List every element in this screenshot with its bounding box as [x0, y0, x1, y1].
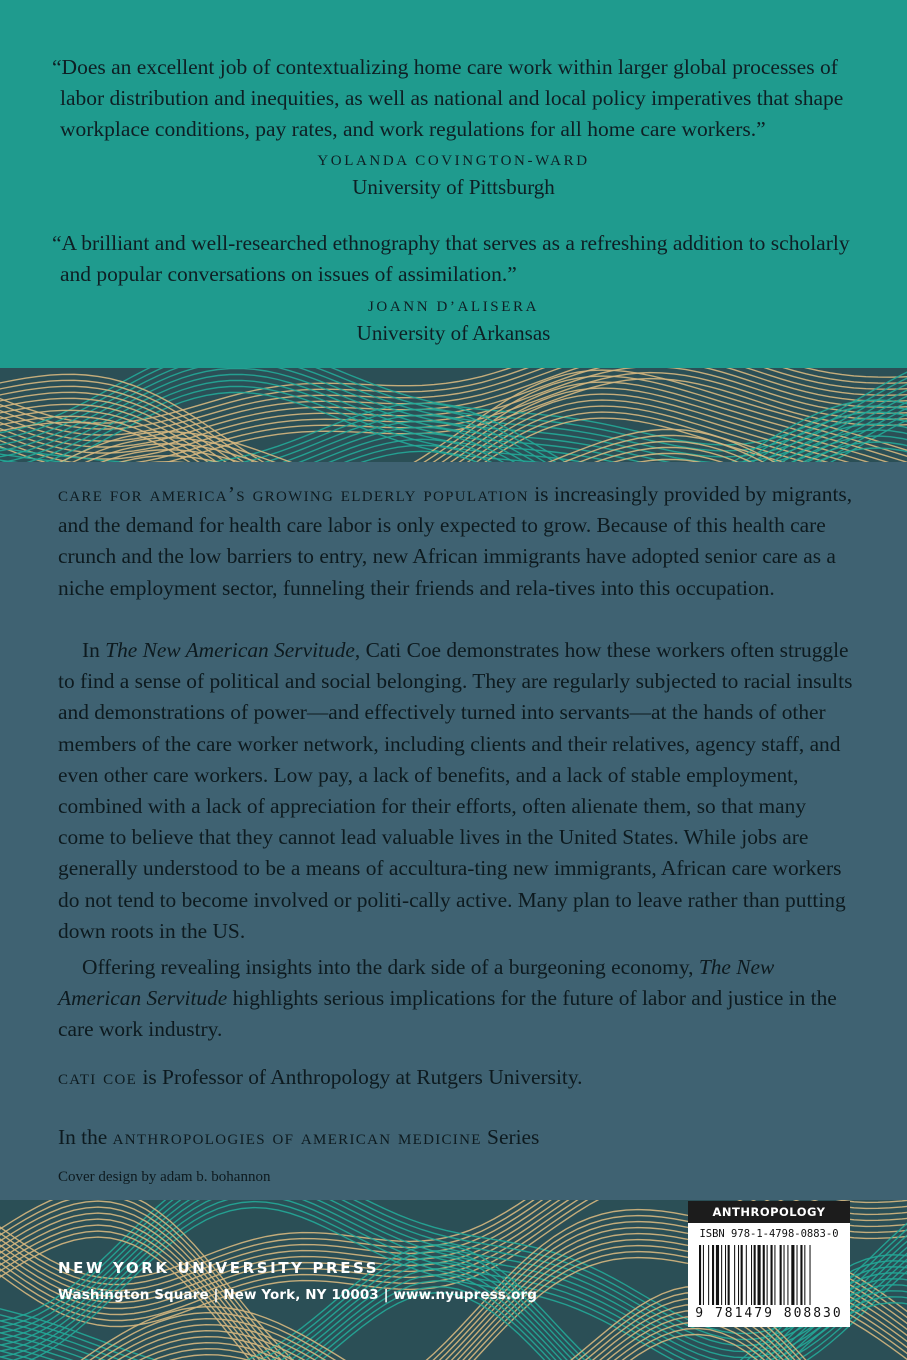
reviewer-institution: University of Arkansas	[356, 321, 551, 345]
publisher-block	[58, 1259, 537, 1303]
barcode-digits: 9 781479 808830	[695, 1306, 843, 1321]
barcode-icon	[699, 1245, 839, 1305]
series-note: In the anthropologies of american medicine Series	[58, 1125, 540, 1149]
reviewer-institution: University of Pittsburgh	[352, 175, 555, 199]
decorative-wave-band-top	[0, 368, 907, 462]
reviewer-name: YOLANDA COVINGTON-WARD	[317, 153, 590, 169]
review-quote-1: “Does an excellent job of contextualizing home care work within larger global processes of labor distribution and inequities, as well as national and local policy imperatives that shape workplace conditions, pay rates, and work regulations for all home care workers.”	[52, 55, 844, 141]
wave-pattern-graphic	[0, 368, 907, 462]
description-paragraph-2: In The New American Servitude, Cati Coe demonstrates how these workers often struggle to find a sense of political and social belonging. They are regularly subjected to racial insults and demonstrations of power—and effectively turned into servants—at the hands of other members of the care worker network, including clients and their relatives, agency staff, and even other care workers. Low pay, a lack of benefits, and a lack of stable employment, combined with a lack of appreciation for their efforts, often alienate them, so that many come to believe that they cannot lead valuable lives in the United States. While jobs are generally understood to be a means of accultura-ting new immigrants, African care workers do not tend to become involved or politi-cally active. Many plan to leave rather than putting down roots in the US.	[58, 638, 853, 943]
description-section	[0, 462, 907, 1200]
isbn-label: ISBN 978-1-4798-0883-0	[699, 1228, 839, 1240]
review-attribution-2	[0, 299, 907, 346]
publisher-name: NEW YORK UNIVERSITY PRESS	[58, 1259, 380, 1277]
barcode-box	[688, 1201, 850, 1327]
book-title: The New American Servitude	[105, 638, 355, 662]
cover-credit: Cover design by adam b. bohannon	[58, 1169, 271, 1185]
series-name: anthropologies of american medicine	[112, 1125, 482, 1149]
description-paragraph-1: care for america’s growing elderly population is increasingly provided by migrants, and the demand for health care labor is only expected to grow. Because of this health care crunch and the low barriers to entry, new African immigrants have adopted senior care as a niche employment sector, funneling their friends and rela-tives into this occupation.	[58, 482, 853, 600]
review-attribution-1	[0, 153, 907, 200]
publisher-address: Washington Square | New York, NY 10003 | www.nyupress.org	[58, 1287, 538, 1303]
review-section	[0, 0, 907, 368]
author-name: cati coe	[58, 1065, 138, 1089]
reviewer-name: JOANN D’ALISERA	[367, 299, 540, 315]
description-paragraph-3: Offering revealing insights into the dark side of a burgeoning economy, The New American Servitude highlights serious implications for the future of labor and justice in the care work industry.	[58, 955, 837, 1042]
author-bio: cati coe is Professor of Anthropology at Rutgers University.	[58, 1065, 583, 1089]
subject-category-label: ANTHROPOLOGY	[688, 1201, 850, 1223]
book-title: The New American Servitude	[58, 955, 775, 1011]
review-quote-2: “A brilliant and well-researched ethnography that serves as a refreshing addition to scholarly and popular conversations on issues of assimilation.”	[52, 231, 850, 286]
lead-in-text: care for america’s growing elderly population	[58, 482, 529, 506]
